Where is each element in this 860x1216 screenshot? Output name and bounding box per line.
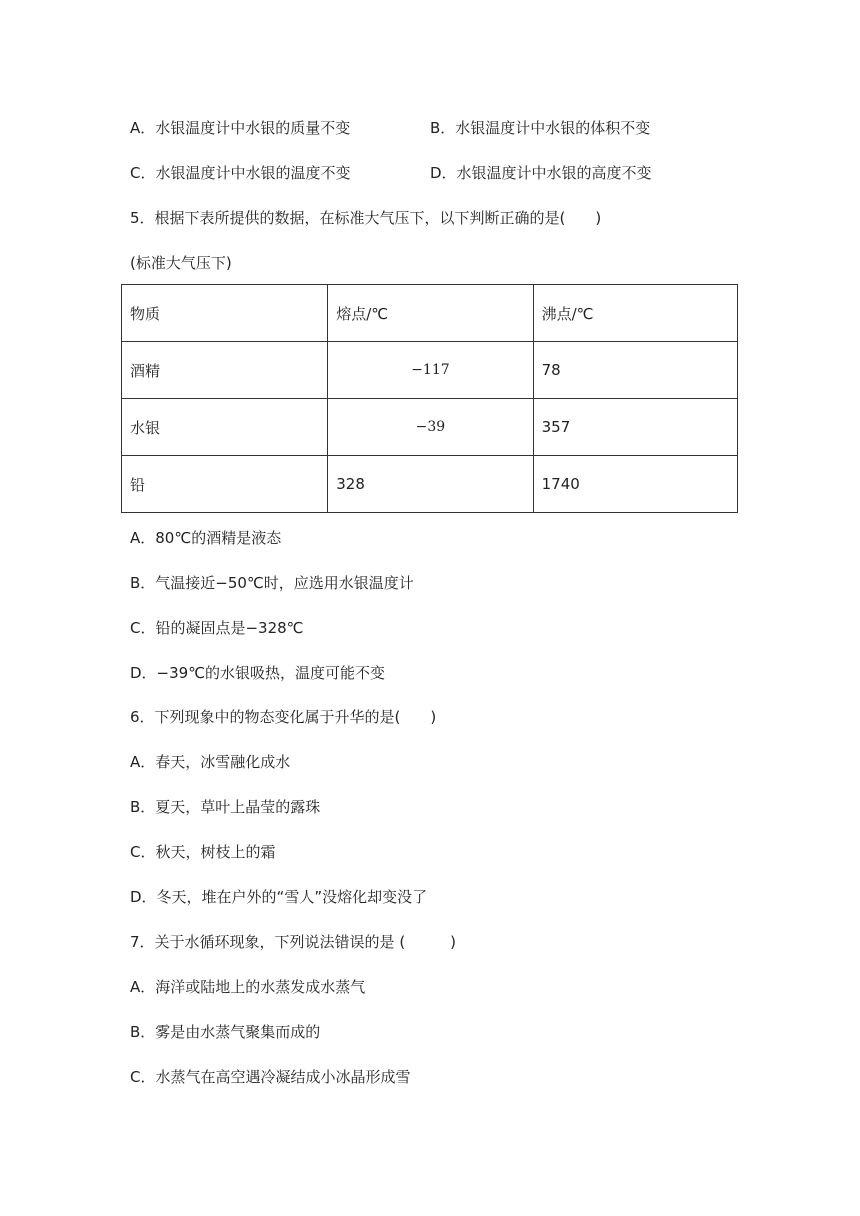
table-row [122,456,738,513]
table-header-cell: 沸点/℃ [533,285,737,342]
table-cell: 1740 [533,456,737,513]
table-row [122,342,738,399]
table-cell: 78 [533,342,737,399]
q6-option-a: A．春天，冰雪融化成水 [130,753,291,771]
q7-option-a: A．海洋或陆地上的水蒸发成水蒸气 [130,978,366,996]
q6-option-b: B．夏天，草叶上晶莹的露珠 [130,798,321,816]
q4-option-a: A．水银温度计中水银的质量不变 [130,119,351,137]
table-cell: −39 [328,399,533,456]
q5-option-c: C．铅的凝固点是−328℃ [130,619,304,637]
q6-option-c: C．秋天，树枝上的霜 [130,843,276,861]
q7-stem: 7．关于水循环现象，下列说法错误的是 ( ) [130,933,457,951]
table-cell: 酒精 [122,342,328,399]
q4-option-c: C．水银温度计中水银的温度不变 [130,164,351,182]
q7-option-b: B．雾是由水蒸气聚集而成的 [130,1023,321,1041]
q6-option-d: D．冬天，堆在户外的“雪人”没熔化却变没了 [130,888,428,906]
table-cell: 328 [328,456,533,513]
q5-note: (标准大气压下) [130,254,232,272]
q5-option-b: B．气温接近−50℃时，应选用水银温度计 [130,574,414,592]
table-header-row [122,285,738,342]
table-header-cell: 物质 [122,285,328,342]
q5-option-d: D．−39℃的水银吸热，温度可能不变 [130,664,386,682]
q7-option-c: C．水蒸气在高空遇冷凝结成小冰晶形成雪 [130,1068,411,1086]
q5-stem: 5．根据下表所提供的数据，在标准大气压下，以下判断正确的是( ) [130,209,602,227]
table-cell: 357 [533,399,737,456]
table-row [122,399,738,456]
melting-boiling-table [121,284,738,513]
table-cell: 水银 [122,399,328,456]
q4-option-d: D．水银温度计中水银的高度不变 [430,164,652,182]
q6-stem: 6．下列现象中的物态变化属于升华的是( ) [130,708,437,726]
table-cell: −117 [328,342,533,399]
table-header-cell: 熔点/℃ [328,285,533,342]
table-cell: 铅 [122,456,328,513]
q5-option-a: A．80℃的酒精是液态 [130,529,282,547]
q4-option-b: B．水银温度计中水银的体积不变 [430,119,651,137]
